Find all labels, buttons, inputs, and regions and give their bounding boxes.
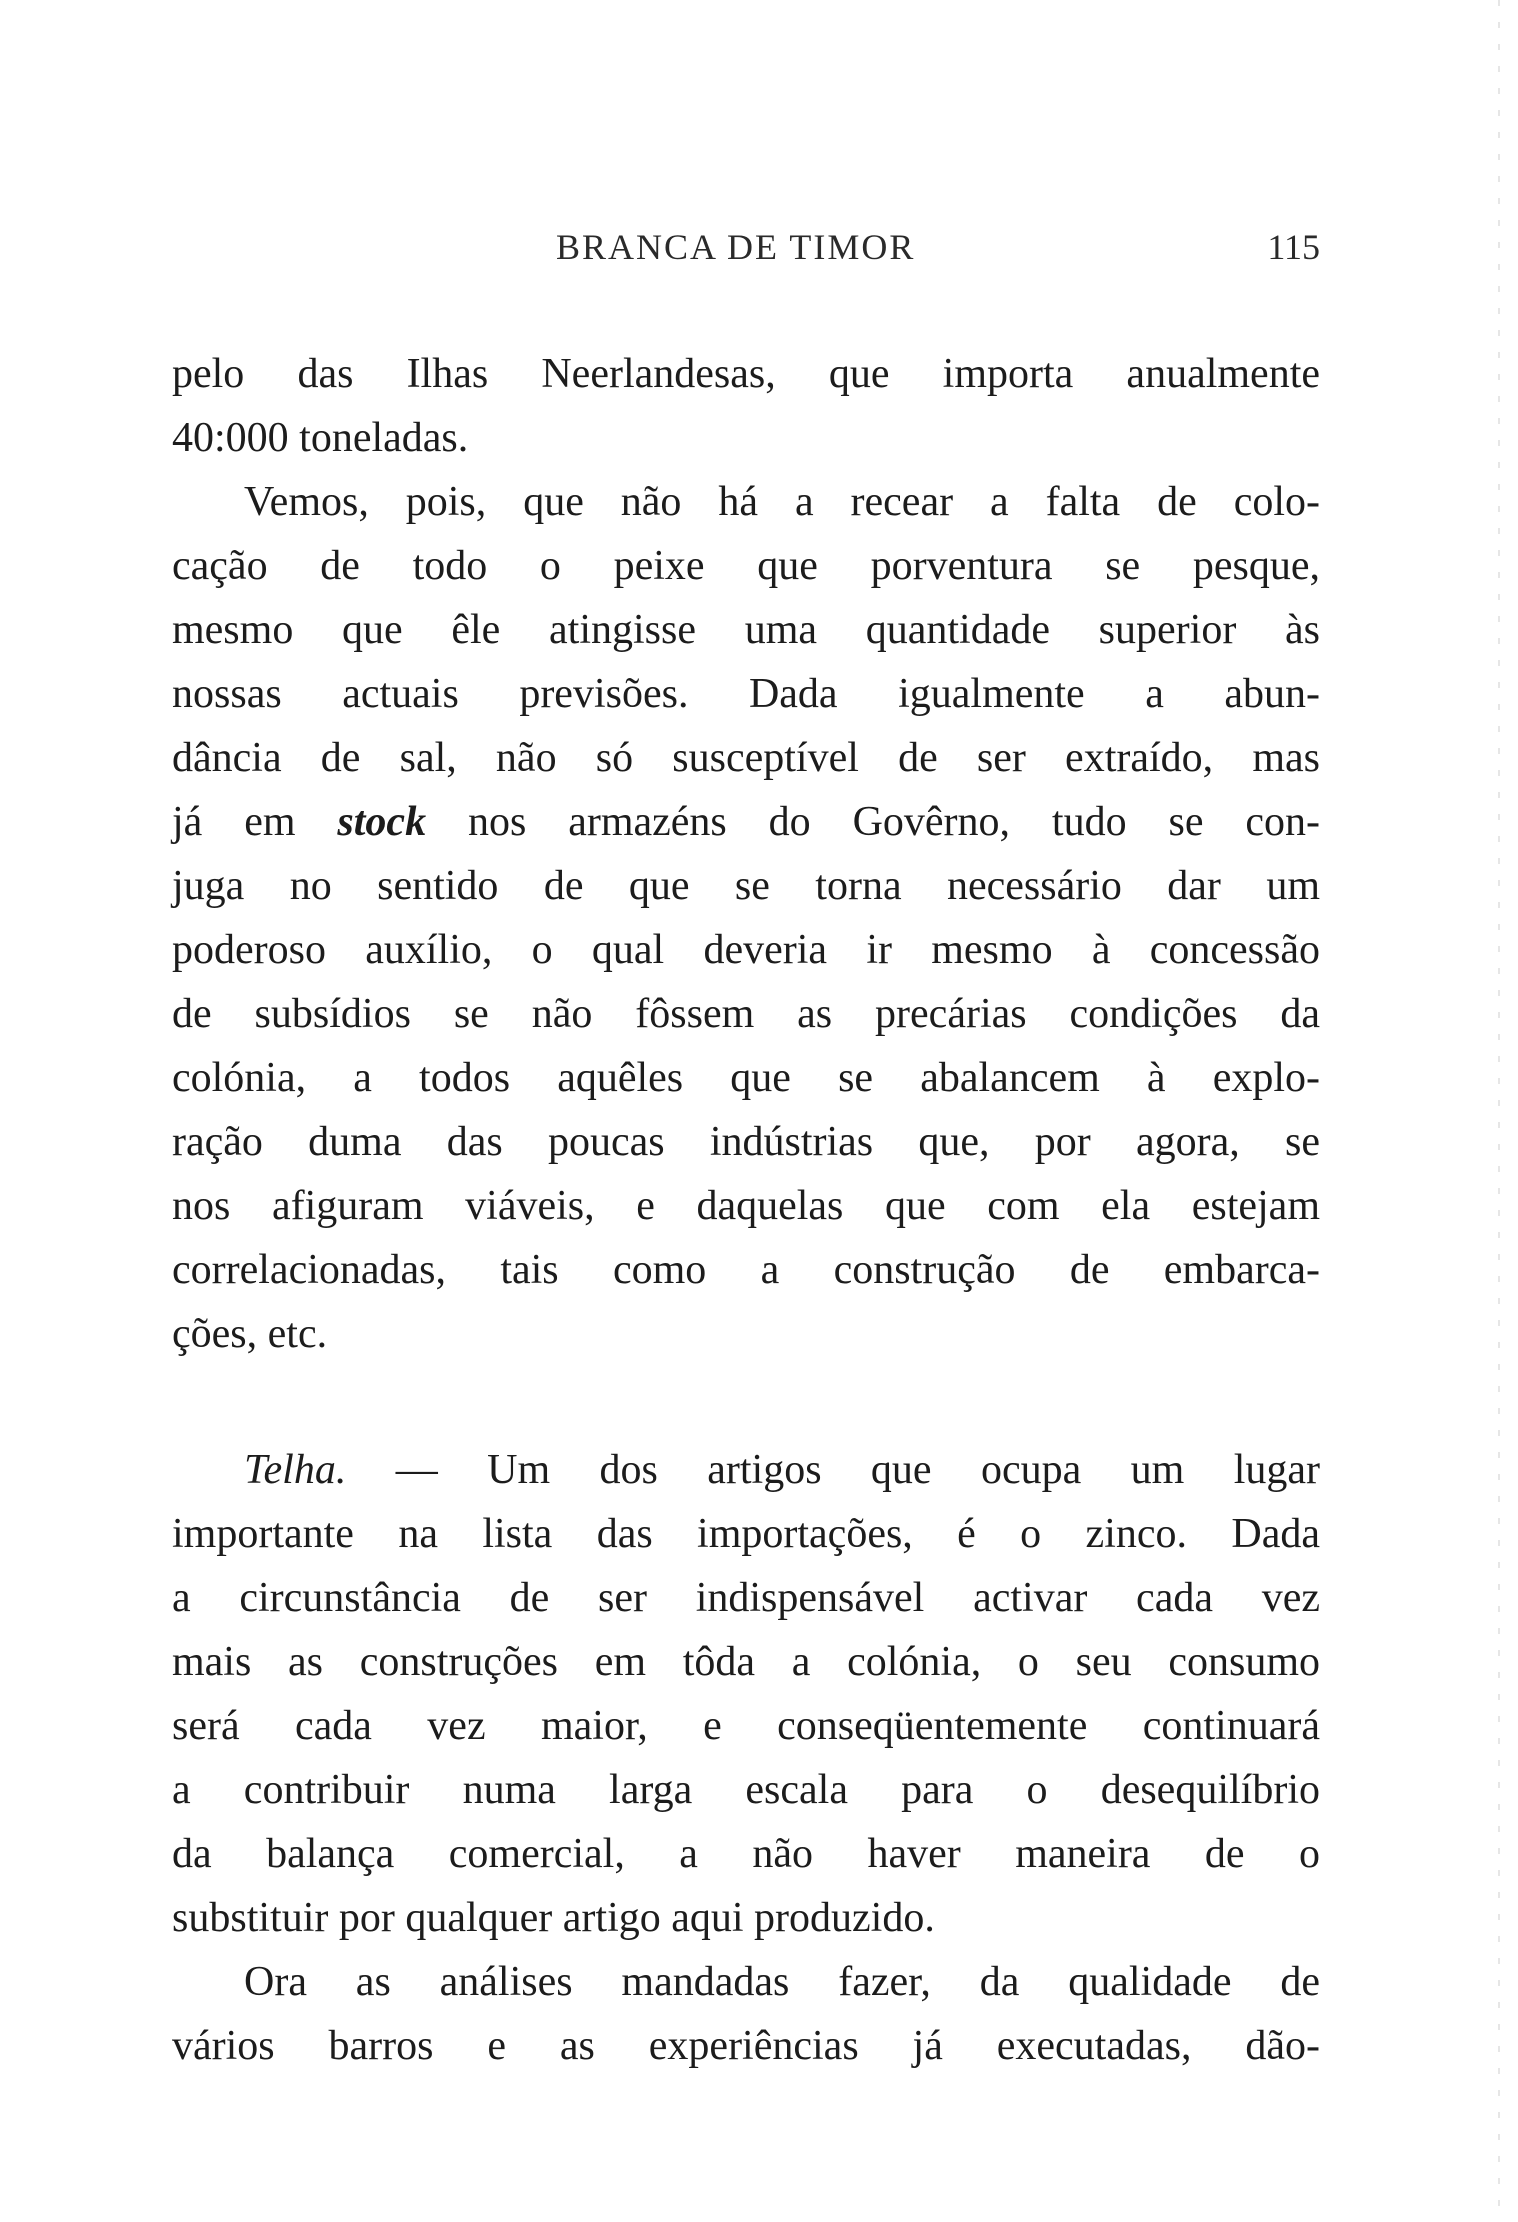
text-fragment: já em [172, 799, 338, 845]
paragraph-3 [172, 1438, 1320, 1950]
text-line: mais as construções em tôda a colónia, o seu consumo [172, 1639, 1320, 1685]
paragraph-1 [172, 342, 1320, 470]
text-line: da balança comercial, a não haver maneira de o [172, 1831, 1320, 1877]
paragraph-4 [172, 1950, 1320, 2078]
text-line: 40:000 toneladas. [172, 415, 469, 461]
text-line: ções, etc. [172, 1311, 328, 1357]
section-heading: Telha. [244, 1447, 347, 1493]
body-text [172, 342, 1320, 2078]
text-line: Vemos, pois, que não há a recear a falta de colo- [244, 479, 1320, 525]
text-line: a contribuir numa larga escala para o desequilíbrio [172, 1767, 1320, 1813]
text-line: juga no sentido de que se torna necessário dar um [172, 863, 1320, 909]
text-line: importante na lista das importações, é o zinco. Dada [172, 1511, 1320, 1557]
page-header [172, 226, 1320, 282]
text-line: dância de sal, não só susceptível de ser extraído, mas [172, 735, 1320, 781]
text-line: cação de todo o peixe que porventura se pesque, [172, 543, 1320, 589]
text-line: Ora as análises mandadas fazer, da qualidade de [244, 1959, 1320, 2005]
text-fragment: — Um dos artigos que ocupa um lugar [346, 1447, 1320, 1493]
page-number: 115 [1267, 227, 1320, 267]
text-line [172, 1438, 1320, 1502]
running-title: BRANCA DE TIMOR [556, 227, 916, 267]
text-line: será cada vez maior, e conseqüentemente continuará [172, 1703, 1320, 1749]
text-line [172, 790, 1320, 854]
text-line: substituir por qualquer artigo aqui produzido. [172, 1895, 935, 1941]
text-line: correlacionadas, tais como a construção de embarca- [172, 1247, 1320, 1293]
text-line: nossas actuais previsões. Dada igualmente a abun- [172, 671, 1320, 717]
text-line: pelo das Ilhas Neerlandesas, que importa anualmente [172, 351, 1320, 397]
scan-edge-artifact [1498, 0, 1500, 2222]
text-fragment: nos armazéns do Govêrno, tudo se con- [426, 799, 1321, 845]
paragraph-2 [172, 470, 1320, 1366]
italic-term: stock [337, 799, 427, 845]
text-line: vários barros e as experiências já executadas, dão- [172, 2023, 1320, 2069]
text-line: ração duma das poucas indústrias que, por agora, se [172, 1119, 1320, 1165]
paragraph-gap [172, 1366, 1320, 1438]
text-line: mesmo que êle atingisse uma quantidade superior às [172, 607, 1320, 653]
text-line: nos afiguram viáveis, e daquelas que com ela estejam [172, 1183, 1320, 1229]
text-line: colónia, a todos aquêles que se abalancem à explo- [172, 1055, 1320, 1101]
text-line: poderoso auxílio, o qual deveria ir mesmo à concessão [172, 927, 1320, 973]
text-line: a circunstância de ser indispensável activar cada vez [172, 1575, 1320, 1621]
text-line: de subsídios se não fôssem as precárias condições da [172, 991, 1320, 1037]
